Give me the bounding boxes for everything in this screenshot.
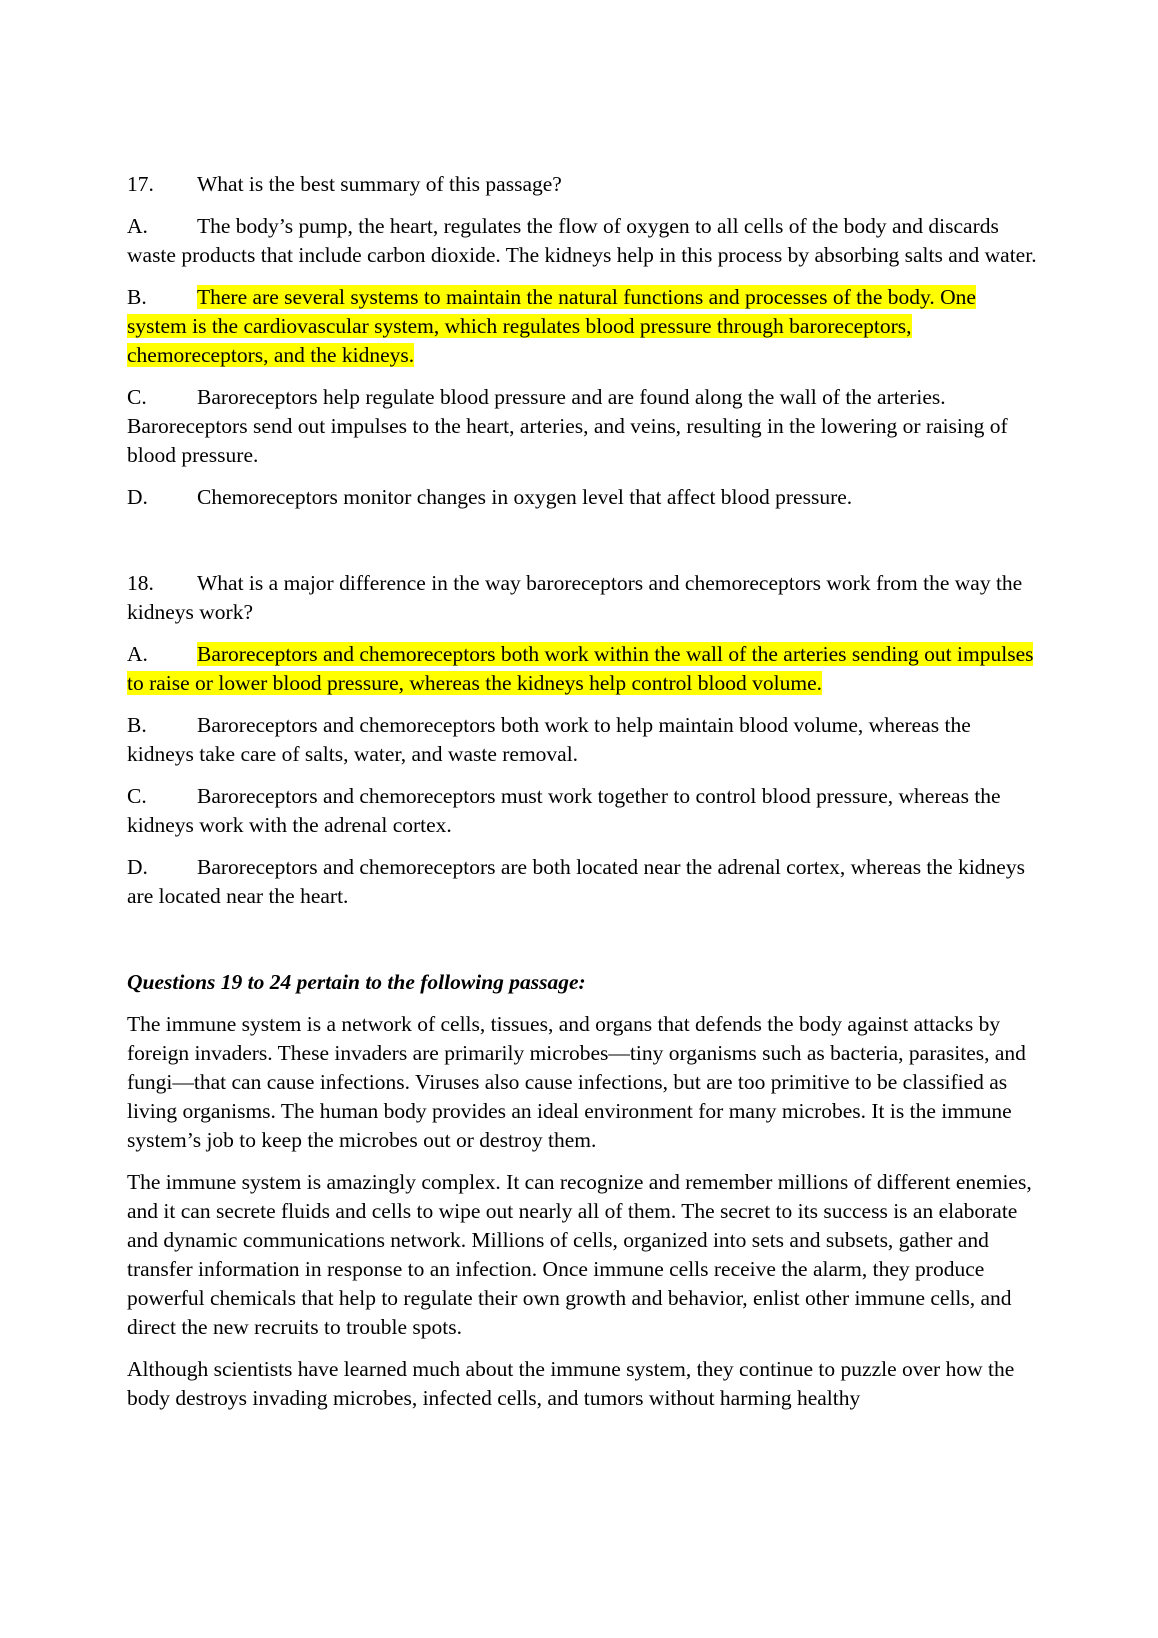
q17-option-d — [127, 483, 1037, 512]
passage-paragraph-1: The immune system is a network of cells, tissues, and organs that defends the body against attacks by foreign invaders. These invaders are primarily microbes—tiny organisms such as bacteria, parasites, and fungi—that can cause infections. Viruses also cause infections, but are too primitive to be classified as living organisms. The human body provides an ideal environment for many microbes. It is the immune system’s job to keep the microbes out or destroy them. — [127, 1012, 1026, 1152]
question-18-stem — [127, 569, 1037, 627]
q18-option-d — [127, 853, 1037, 911]
spacer — [127, 525, 1037, 569]
q18-option-a — [127, 640, 1037, 698]
option-text: The body’s pump, the heart, regulates the flow of oxygen to all cells of the body and discards waste products that include carbon dioxide. The kidneys help in this process by absorbing salts and water. — [127, 214, 1037, 267]
option-letter: D. — [127, 485, 148, 509]
option-letter: A. — [127, 214, 148, 238]
question-number: 17. — [127, 172, 154, 196]
option-letter: C. — [127, 784, 147, 808]
question-number: 18. — [127, 571, 154, 595]
question-17-stem — [127, 170, 1037, 199]
q17-option-c — [127, 383, 1037, 470]
option-text: Baroreceptors and chemoreceptors both work to help maintain blood volume, whereas the kidneys take care of salts, water, and waste removal. — [127, 713, 971, 766]
passage-paragraph-3: Although scientists have learned much about the immune system, they continue to puzzle over how the body destroys invading microbes, infected cells, and tumors without harming healthy — [127, 1357, 1015, 1410]
spacer — [127, 924, 1037, 968]
q17-option-a — [127, 212, 1037, 270]
q18-option-b — [127, 711, 1037, 769]
q17-option-b — [127, 283, 1037, 370]
option-letter: B. — [127, 713, 147, 737]
option-text: Baroreceptors and chemoreceptors must work together to control blood pressure, whereas the kidneys work with the adrenal cortex. — [127, 784, 1001, 837]
option-letter: A. — [127, 642, 148, 666]
option-text-highlighted: Baroreceptors and chemoreceptors both work within the wall of the arteries sending out impulses to raise or lower blood pressure, whereas the kidneys help control blood volume. — [127, 642, 1034, 695]
passage-heading: Questions 19 to 24 pertain to the following passage: — [127, 970, 586, 994]
option-letter: B. — [127, 285, 147, 309]
option-text: Baroreceptors help regulate blood pressure and are found along the wall of the arteries. Baroreceptors send out impulses to the heart, arteries, and veins, resulting in the lowering or raising of blood pressure. — [127, 385, 1008, 467]
question-text: What is a major difference in the way baroreceptors and chemoreceptors work from the way the kidneys work? — [127, 571, 1023, 624]
document-page — [127, 170, 1037, 1426]
option-letter: C. — [127, 385, 147, 409]
option-text: Baroreceptors and chemoreceptors are both located near the adrenal cortex, whereas the kidneys are located near the heart. — [127, 855, 1025, 908]
q18-option-c — [127, 782, 1037, 840]
passage-paragraph-2: The immune system is amazingly complex. It can recognize and remember millions of different enemies, and it can secrete fluids and cells to wipe out nearly all of them. The secret to its success is an elaborate and dynamic communications network. Millions of cells, organized into sets and subsets, gather and transfer information in response to an infection. Once immune cells receive the alarm, they produce powerful chemicals that help to regulate their own growth and behavior, enlist other immune cells, and direct the new recruits to trouble spots. — [127, 1170, 1032, 1339]
option-text: Chemoreceptors monitor changes in oxygen level that affect blood pressure. — [197, 485, 853, 509]
option-text-highlighted: There are several systems to maintain the natural functions and processes of the body. One system is the cardiovascular system, which regulates blood pressure through baroreceptors, chemoreceptors, and the kidneys. — [127, 285, 976, 367]
option-letter: D. — [127, 855, 148, 879]
question-text: What is the best summary of this passage? — [197, 172, 562, 196]
